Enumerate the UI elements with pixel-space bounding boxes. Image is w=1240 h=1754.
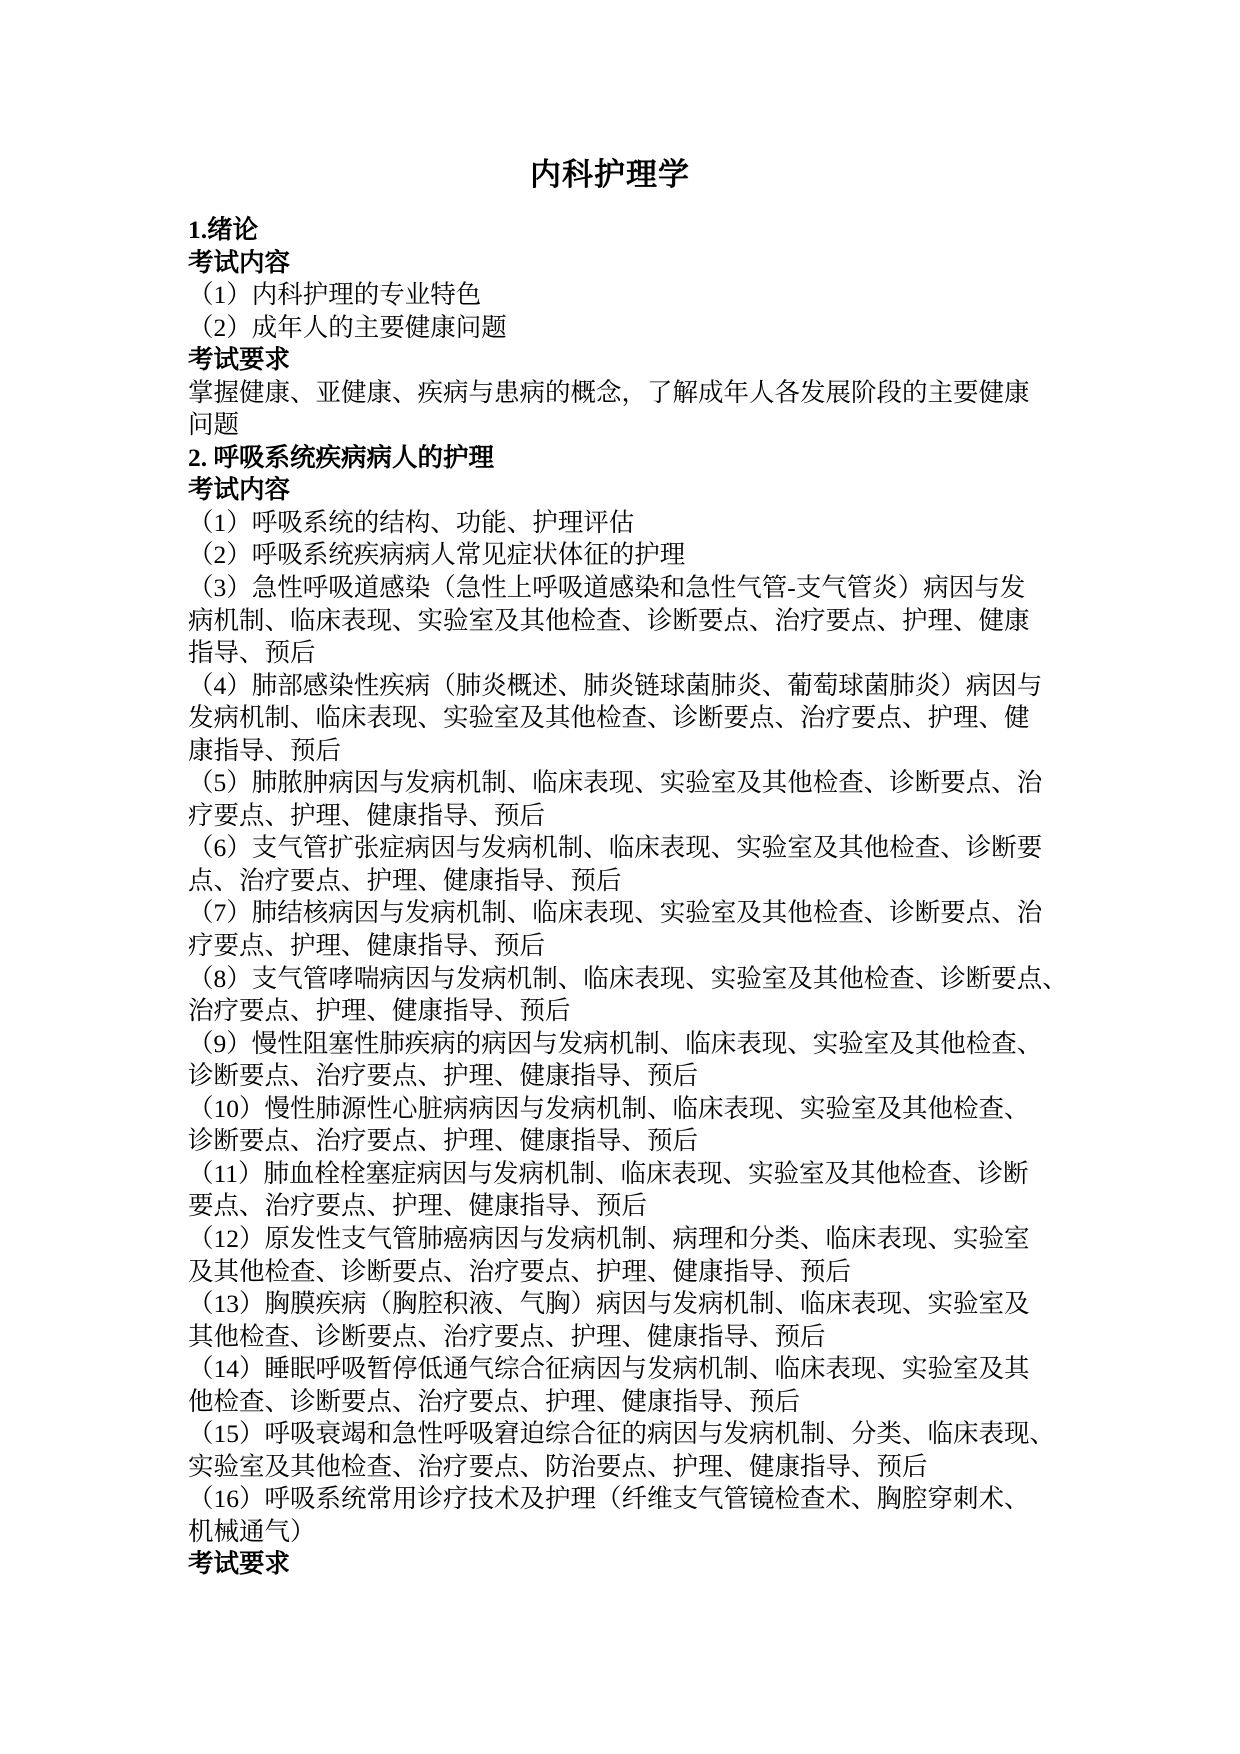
text-line: （6）支气管扩张症病因与发病机制、临床表现、实验室及其他检查、诊断要	[188, 833, 1043, 863]
text-line: （9）慢性阻塞性肺疾病的病因与发病机制、临床表现、实验室及其他检查、	[188, 1028, 1043, 1058]
text-line: 掌握健康、亚健康、疾病与患病的概念，了解成年人各发展阶段的主要健康	[188, 377, 1030, 407]
text-line: 他检查、诊断要点、治疗要点、护理、健康指导、预后	[188, 1386, 801, 1416]
text-line: 实验室及其他检查、治疗要点、防治要点、护理、健康指导、预后	[188, 1451, 928, 1481]
document-title: 内科护理学	[530, 157, 690, 192]
text-line: （10）慢性肺源性心脏病病因与发病机制、临床表现、实验室及其他检查、	[188, 1093, 1030, 1123]
text-line: （13）胸膜疾病（胸腔积液、气胸）病因与发病机制、临床表现、实验室及	[188, 1289, 1030, 1319]
text-line: （3）急性呼吸道感染（急性上呼吸道感染和急性气管-支气管炎）病因与发	[188, 573, 1026, 603]
heading-line: 考试要求	[188, 345, 291, 375]
text-line: （16）呼吸系统常用诊疗技术及护理（纤维支气管镜检查术、胸腔穿刺术、	[188, 1484, 1030, 1514]
heading-line: 考试内容	[188, 247, 291, 277]
text-line: 及其他检查、诊断要点、治疗要点、护理、健康指导、预后	[188, 1256, 852, 1286]
text-line: （4）肺部感染性疾病（肺炎概述、肺炎链球菌肺炎、葡萄球菌肺炎）病因与	[188, 670, 1043, 700]
text-line: 问题	[188, 410, 240, 440]
document-body	[188, 214, 1068, 1581]
heading-line: 考试要求	[188, 1549, 291, 1579]
text-line: （14）睡眠呼吸暂停低通气综合征病因与发病机制、临床表现、实验室及其	[188, 1354, 1030, 1384]
text-line: 疗要点、护理、健康指导、预后	[188, 800, 546, 830]
text-line: 机械通气）	[188, 1516, 316, 1546]
text-line: （7）肺结核病因与发病机制、临床表现、实验室及其他检查、诊断要点、治	[188, 898, 1043, 928]
text-line: （8）支气管哮喘病因与发病机制、临床表现、实验室及其他检查、诊断要点、	[188, 963, 1068, 993]
heading-line: 考试内容	[188, 475, 291, 505]
text-line: 治疗要点、护理、健康指导、预后	[188, 996, 571, 1026]
text-line: （1）呼吸系统的结构、功能、护理评估	[188, 507, 635, 537]
text-line: 诊断要点、治疗要点、护理、健康指导、预后	[188, 1061, 699, 1091]
text-line: 病机制、临床表现、实验室及其他检查、诊断要点、治疗要点、护理、健康	[188, 605, 1030, 635]
text-line: 康指导、预后	[188, 735, 342, 765]
text-line: 其他检查、诊断要点、治疗要点、护理、健康指导、预后	[188, 1321, 826, 1351]
heading-line: 1.绪论	[188, 215, 259, 244]
text-line: 要点、治疗要点、护理、健康指导、预后	[188, 1191, 648, 1221]
text-line: 疗要点、护理、健康指导、预后	[188, 931, 546, 961]
text-line: 诊断要点、治疗要点、护理、健康指导、预后	[188, 1126, 699, 1156]
heading-line: 2. 呼吸系统疾病病人的护理	[188, 442, 495, 472]
text-line: （5）肺脓肿病因与发病机制、临床表现、实验室及其他检查、诊断要点、治	[188, 768, 1043, 798]
text-line: 点、治疗要点、护理、健康指导、预后	[188, 865, 622, 895]
text-line: （1）内科护理的专业特色	[188, 280, 482, 310]
text-line: （2）呼吸系统疾病病人常见症状体征的护理	[188, 540, 686, 570]
text-line: （12）原发性支气管肺癌病因与发病机制、病理和分类、临床表现、实验室	[188, 1223, 1030, 1253]
text-line: （15）呼吸衰竭和急性呼吸窘迫综合征的病因与发病机制、分类、临床表现、	[188, 1419, 1056, 1449]
text-line: 发病机制、临床表现、实验室及其他检查、诊断要点、治疗要点、护理、健	[188, 703, 1030, 733]
text-line: 指导、预后	[188, 638, 316, 668]
text-line: （2）成年人的主要健康问题	[188, 312, 507, 342]
text-line: （11）肺血栓栓塞症病因与发病机制、临床表现、实验室及其他检查、诊断	[188, 1158, 1029, 1188]
